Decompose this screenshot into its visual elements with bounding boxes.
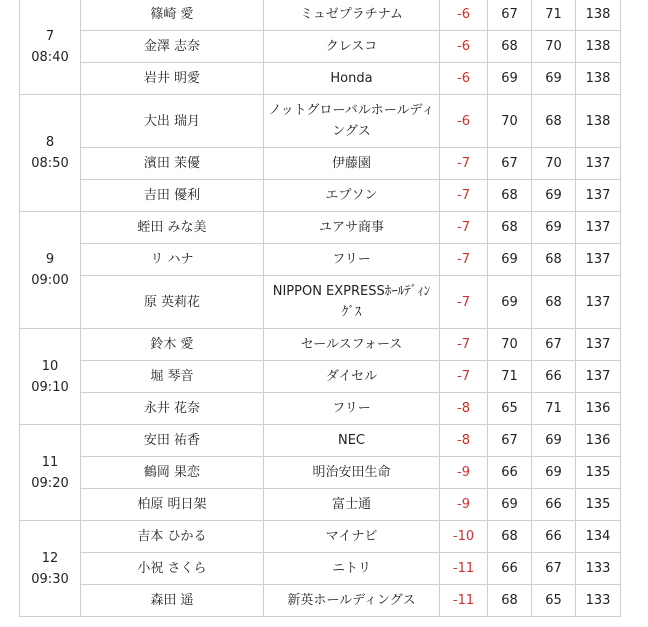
score-to-par: -7 — [440, 244, 488, 276]
score-to-par: -6 — [440, 63, 488, 95]
total-score: 138 — [576, 31, 621, 63]
round2-score: 69 — [532, 212, 576, 244]
group-cell — [20, 425, 81, 521]
player-name: 濱田 茉優 — [81, 148, 264, 180]
group-number: 12 — [41, 550, 59, 566]
round1-score: 70 — [488, 329, 532, 361]
table-row — [20, 244, 621, 276]
total-score: 133 — [576, 553, 621, 585]
player-name: 永井 花奈 — [81, 393, 264, 425]
player-team: 新英ホールディングス — [264, 585, 440, 617]
score-to-par: -7 — [440, 180, 488, 212]
player-team: ミュゼプラチナム — [264, 0, 440, 31]
group-cell — [20, 329, 81, 425]
round2-score: 66 — [532, 521, 576, 553]
player-name: 吉田 優利 — [81, 180, 264, 212]
tee-time: 09:20 — [31, 475, 69, 491]
total-score: 137 — [576, 329, 621, 361]
player-team: エプソン — [264, 180, 440, 212]
player-team: NIPPON EXPRESSﾎｰﾙﾃﾞｨﾝｸﾞｽ — [264, 276, 440, 329]
tee-time: 09:00 — [31, 273, 69, 288]
total-score: 137 — [576, 244, 621, 276]
round1-score: 68 — [488, 585, 532, 617]
total-score: 136 — [576, 425, 621, 457]
total-score: 137 — [576, 148, 621, 180]
total-score: 133 — [576, 585, 621, 617]
player-name: 小祝 さくら — [81, 553, 264, 585]
round1-score: 65 — [488, 393, 532, 425]
group-number: 9 — [45, 252, 55, 267]
player-team: クレスコ — [264, 31, 440, 63]
score-to-par: -7 — [440, 361, 488, 393]
round1-score: 69 — [488, 489, 532, 521]
player-team: ダイセル — [264, 361, 440, 393]
round1-score: 71 — [488, 361, 532, 393]
player-name: 吉本 ひかる — [81, 521, 264, 553]
pairings-body — [20, 0, 621, 617]
table-row — [20, 212, 621, 244]
total-score: 134 — [576, 521, 621, 553]
player-team: Honda — [264, 63, 440, 95]
score-to-par: -6 — [440, 0, 488, 31]
round1-score: 68 — [488, 31, 532, 63]
player-name: 岩井 明愛 — [81, 63, 264, 95]
round2-score: 65 — [532, 585, 576, 617]
round2-score: 68 — [532, 276, 576, 329]
table-row — [20, 0, 621, 31]
player-name: 堀 琴音 — [81, 361, 264, 393]
table-row — [20, 31, 621, 63]
pairings-table — [19, 0, 621, 617]
table-row — [20, 63, 621, 95]
group-number: 8 — [45, 135, 55, 150]
round1-score: 67 — [488, 148, 532, 180]
round1-score: 69 — [488, 63, 532, 95]
round1-score: 67 — [488, 425, 532, 457]
round2-score: 67 — [532, 329, 576, 361]
tee-time: 08:40 — [31, 49, 69, 65]
player-team: ノットグローバルホールディングス — [264, 95, 440, 148]
total-score: 135 — [576, 457, 621, 489]
score-to-par: -9 — [440, 489, 488, 521]
group-number: 10 — [41, 358, 59, 374]
score-to-par: -6 — [440, 31, 488, 63]
table-row — [20, 521, 621, 553]
player-name: 大出 瑞月 — [81, 95, 264, 148]
player-name: 柏原 明日架 — [81, 489, 264, 521]
table-row — [20, 457, 621, 489]
total-score: 138 — [576, 63, 621, 95]
player-team: NEC — [264, 425, 440, 457]
group-cell — [20, 0, 81, 95]
player-team: フリー — [264, 393, 440, 425]
table-row — [20, 276, 621, 329]
total-score: 138 — [576, 95, 621, 148]
score-to-par: -7 — [440, 212, 488, 244]
score-to-par: -8 — [440, 393, 488, 425]
table-row — [20, 553, 621, 585]
round1-score: 68 — [488, 521, 532, 553]
player-name: 森田 遥 — [81, 585, 264, 617]
score-to-par: -10 — [440, 521, 488, 553]
table-row — [20, 489, 621, 521]
player-name: 金澤 志奈 — [81, 31, 264, 63]
total-score: 137 — [576, 276, 621, 329]
table-row — [20, 393, 621, 425]
table-row — [20, 425, 621, 457]
score-to-par: -11 — [440, 585, 488, 617]
player-team: 明治安田生命 — [264, 457, 440, 489]
player-name: 安田 祐香 — [81, 425, 264, 457]
round1-score: 67 — [488, 0, 532, 31]
total-score: 135 — [576, 489, 621, 521]
tee-time: 09:10 — [31, 379, 69, 395]
player-name: 蛭田 みな美 — [81, 212, 264, 244]
round1-score: 69 — [488, 276, 532, 329]
round2-score: 70 — [532, 148, 576, 180]
table-row — [20, 361, 621, 393]
round1-score: 69 — [488, 244, 532, 276]
round1-score: 68 — [488, 212, 532, 244]
round1-score: 70 — [488, 95, 532, 148]
round1-score: 68 — [488, 180, 532, 212]
player-name: 篠崎 愛 — [81, 0, 264, 31]
round2-score: 71 — [532, 0, 576, 31]
player-team: セールスフォース — [264, 329, 440, 361]
tee-time: 08:50 — [31, 156, 69, 171]
tee-time: 09:30 — [31, 571, 69, 587]
player-name: 原 英莉花 — [81, 276, 264, 329]
score-to-par: -11 — [440, 553, 488, 585]
round2-score: 67 — [532, 553, 576, 585]
round2-score: 70 — [532, 31, 576, 63]
player-name: 鈴木 愛 — [81, 329, 264, 361]
player-team: 伊藤園 — [264, 148, 440, 180]
player-team: ニトリ — [264, 553, 440, 585]
score-to-par: -8 — [440, 425, 488, 457]
group-cell — [20, 95, 81, 212]
group-cell — [20, 212, 81, 329]
score-to-par: -9 — [440, 457, 488, 489]
group-number: 7 — [45, 28, 55, 44]
score-to-par: -7 — [440, 329, 488, 361]
round2-score: 69 — [532, 457, 576, 489]
round2-score: 69 — [532, 63, 576, 95]
round2-score: 69 — [532, 180, 576, 212]
round2-score: 68 — [532, 95, 576, 148]
player-team: 富士通 — [264, 489, 440, 521]
total-score: 137 — [576, 180, 621, 212]
table-row — [20, 95, 621, 148]
table-row — [20, 180, 621, 212]
score-to-par: -6 — [440, 95, 488, 148]
total-score: 137 — [576, 212, 621, 244]
table-row — [20, 585, 621, 617]
round2-score: 68 — [532, 244, 576, 276]
table-row — [20, 148, 621, 180]
score-to-par: -7 — [440, 276, 488, 329]
total-score: 136 — [576, 393, 621, 425]
table-row — [20, 329, 621, 361]
round1-score: 66 — [488, 553, 532, 585]
round2-score: 66 — [532, 361, 576, 393]
round2-score: 71 — [532, 393, 576, 425]
score-to-par: -7 — [440, 148, 488, 180]
round2-score: 66 — [532, 489, 576, 521]
group-cell — [20, 521, 81, 617]
group-number: 11 — [41, 454, 59, 470]
total-score: 137 — [576, 361, 621, 393]
round1-score: 66 — [488, 457, 532, 489]
player-team: マイナビ — [264, 521, 440, 553]
player-team: フリー — [264, 244, 440, 276]
total-score: 138 — [576, 0, 621, 31]
player-name: リ ハナ — [81, 244, 264, 276]
player-name: 鶴岡 果恋 — [81, 457, 264, 489]
round2-score: 69 — [532, 425, 576, 457]
player-team: ユアサ商事 — [264, 212, 440, 244]
